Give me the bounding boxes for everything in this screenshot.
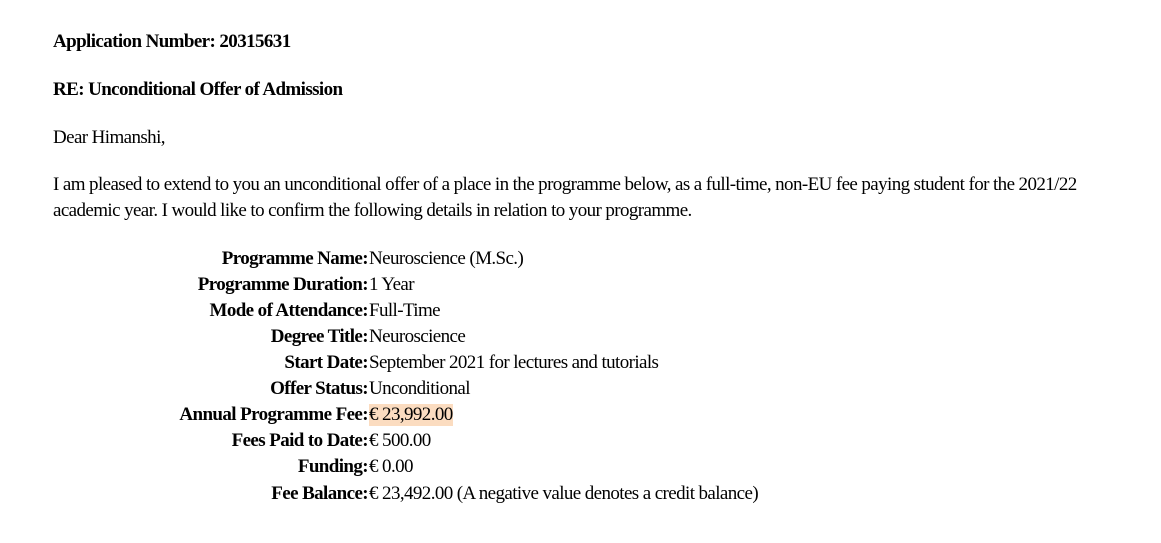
detail-row-funding (53, 456, 1053, 482)
detail-label: Annual Programme Fee: (179, 404, 368, 425)
detail-row-start-date (53, 352, 1053, 378)
detail-value: Unconditional (369, 378, 470, 399)
salutation: Dear Himanshi, (53, 127, 165, 148)
detail-label: Fee Balance: (271, 483, 368, 504)
detail-value: Neuroscience (369, 326, 466, 347)
subject-line: RE: Unconditional Offer of Admission (53, 79, 343, 100)
detail-label: Degree Title: (270, 326, 368, 347)
detail-label: Funding: (297, 456, 368, 477)
detail-value: € 23,492.00 (A negative value denotes a credit balance) (369, 483, 759, 504)
detail-value: € 500.00 (369, 430, 431, 451)
detail-label: Fees Paid to Date: (231, 430, 368, 451)
detail-row-programme-name (53, 248, 1053, 274)
highlighted-fee-value: € 23,992.00 (369, 404, 453, 425)
detail-row-programme-duration (53, 274, 1053, 300)
detail-label: Mode of Attendance: (209, 300, 368, 321)
detail-row-fees-paid (53, 430, 1053, 456)
detail-value: € 0.00 (369, 456, 413, 477)
detail-row-fee-balance (53, 483, 1053, 509)
detail-value: Full-Time (369, 300, 440, 321)
application-number: Application Number: 20315631 (53, 31, 291, 52)
detail-value: 1 Year (369, 274, 414, 295)
detail-label: Offer Status: (270, 378, 368, 399)
detail-label: Programme Name: (221, 248, 368, 269)
detail-row-mode-of-attendance (53, 300, 1053, 326)
detail-value: September 2021 for lectures and tutorials (369, 352, 659, 373)
detail-label: Start Date: (284, 352, 368, 373)
intro-paragraph: I am pleased to extend to you an unconditional offer of a place in the programme below, as a full-time, non-EU fee paying student for the 2021/22 academic year. I would like to confirm the following details in relation to your programme. (53, 174, 1077, 221)
detail-row-annual-programme-fee (53, 404, 1053, 430)
detail-row-offer-status (53, 378, 1053, 404)
detail-value: Neuroscience (M.Sc.) (369, 248, 524, 269)
detail-label: Programme Duration: (197, 274, 368, 295)
detail-row-degree-title (53, 326, 1053, 352)
